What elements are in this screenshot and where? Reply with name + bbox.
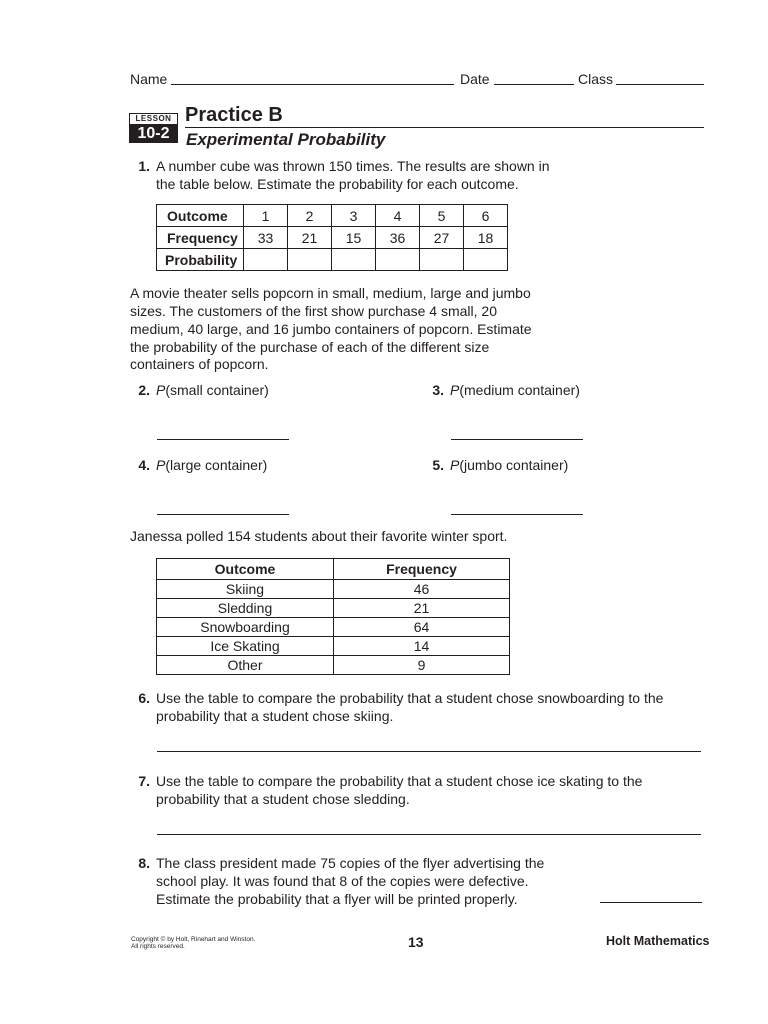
sport-outcome-cell: Ice Skating (157, 637, 334, 656)
q5-text (450, 456, 568, 474)
outcome-cell: 2 (288, 205, 332, 227)
q4-answer-line[interactable] (157, 514, 289, 515)
q3-answer-line[interactable] (451, 439, 583, 440)
sport-frequency-cell: 64 (334, 618, 510, 637)
outcome-cell: 4 (376, 205, 420, 227)
popcorn-text-line: sizes. The customers of the first show purchase 4 small, 20 (130, 303, 498, 319)
q4-number: 4. (138, 457, 150, 473)
q1-number: 1. (138, 158, 150, 174)
q3-text (450, 381, 580, 399)
date-label: Date (460, 71, 490, 87)
page-subtitle: Experimental Probability (186, 130, 386, 149)
column-header-outcome: Outcome (157, 559, 334, 580)
frequency-cell: 15 (332, 227, 376, 249)
row-label-frequency: Frequency (157, 227, 244, 249)
q6-text-line2: probability that a student chose skiing. (156, 708, 394, 724)
q6-text-line1: Use the table to compare the probability that a student chose snowboarding to the (156, 690, 664, 706)
q7-text-line1: Use the table to compare the probability that a student chose ice skating to the (156, 773, 643, 789)
q7-number: 7. (138, 773, 150, 789)
sport-outcome-cell: Sledding (157, 599, 334, 618)
column-header-frequency: Frequency (334, 559, 510, 580)
table-row (157, 205, 508, 227)
winter-sport-table (156, 558, 510, 675)
outcome-cell: 5 (420, 205, 464, 227)
copyright-line1: Copyright © by Holt, Rinehart and Winston. (131, 936, 256, 943)
table-row (157, 618, 510, 637)
table-header-row (157, 559, 510, 580)
frequency-cell: 33 (244, 227, 288, 249)
q5-number: 5. (432, 457, 444, 473)
q6-answer-line[interactable] (157, 751, 701, 752)
popcorn-text-line: the probability of the purchase of each of the different size (130, 339, 490, 355)
date-field-line[interactable] (494, 84, 574, 85)
q8-answer-line[interactable] (600, 902, 702, 903)
table-row (157, 227, 508, 249)
sports-intro: Janessa polled 154 students about their favorite winter sport. (130, 528, 508, 544)
sport-frequency-cell: 46 (413, 581, 430, 597)
q5-label: (jumbo container) (459, 457, 569, 473)
sport-frequency-cell: 9 (334, 656, 510, 675)
table-row (157, 580, 510, 599)
sport-outcome-cell: Other (157, 656, 334, 675)
lesson-number: 10-2 (129, 124, 178, 143)
probability-symbol: P (450, 382, 460, 398)
row-label-outcome: Outcome (157, 205, 244, 227)
q4-text (156, 456, 267, 474)
frequency-cell: 21 (288, 227, 332, 249)
number-cube-table (156, 204, 508, 271)
q5-answer-line[interactable] (451, 514, 583, 515)
copyright-line2: All rights reserved. (131, 943, 185, 950)
probability-answer-cell[interactable] (376, 249, 420, 271)
name-field-line[interactable] (171, 84, 454, 85)
q2-answer-line[interactable] (157, 439, 289, 440)
name-label: Name (130, 71, 168, 87)
sport-outcome-cell: Skiing (157, 580, 334, 599)
q3-number: 3. (432, 382, 444, 398)
probability-answer-cell[interactable] (244, 249, 288, 271)
popcorn-text-line: medium, 40 large, and 16 jumbo containers of popcorn. Estimate (130, 321, 532, 337)
probability-symbol: P (450, 457, 460, 473)
probability-answer-cell[interactable] (332, 249, 376, 271)
q7-answer-line[interactable] (157, 834, 701, 835)
lesson-badge (129, 113, 178, 143)
table-row (157, 637, 510, 656)
q1-text-line2: the table below. Estimate the probability for each outcome. (156, 176, 519, 192)
popcorn-text-line: A movie theater sells popcorn in small, medium, large and jumbo (130, 285, 531, 301)
q4-label: (large container) (165, 457, 268, 473)
frequency-cell: 36 (376, 227, 420, 249)
sport-frequency-cell: 21 (334, 599, 510, 618)
page-number: 13 (408, 934, 424, 950)
q1-text-line1: A number cube was thrown 150 times. The results are shown in (156, 158, 550, 174)
probability-answer-cell[interactable] (288, 249, 332, 271)
class-field-line[interactable] (616, 84, 704, 85)
outcome-cell: 1 (244, 205, 288, 227)
popcorn-text-line: containers of popcorn. (130, 356, 269, 372)
probability-answer-cell[interactable] (420, 249, 464, 271)
q8-number: 8. (138, 855, 150, 871)
probability-answer-cell[interactable] (464, 249, 508, 271)
q3-label: (medium container) (459, 382, 580, 398)
q6-number: 6. (138, 690, 150, 706)
q8-text-line1: The class president made 75 copies of the flyer advertising the (156, 855, 545, 871)
q2-label: (small container) (165, 382, 269, 398)
table-row (157, 656, 510, 675)
frequency-cell: 27 (420, 227, 464, 249)
q7-text-line2: probability that a student chose sledding. (156, 791, 410, 807)
table-row (157, 599, 510, 618)
page-title: Practice B (185, 104, 283, 126)
probability-symbol: P (156, 457, 166, 473)
outcome-cell: 3 (332, 205, 376, 227)
publisher-brand: Holt Mathematics (606, 934, 710, 948)
table-row (157, 249, 508, 271)
q8-text-line2: school play. It was found that 8 of the copies were defective. (156, 873, 529, 889)
q2-number: 2. (138, 382, 150, 398)
class-label: Class (578, 71, 614, 87)
q2-text (156, 381, 269, 399)
frequency-cell: 18 (464, 227, 508, 249)
sport-outcome-cell: Snowboarding (157, 618, 334, 637)
outcome-cell: 6 (464, 205, 508, 227)
row-label-probability: Probability (157, 249, 244, 271)
probability-symbol: P (156, 382, 166, 398)
q8-text-line3: Estimate the probability that a flyer will be printed properly. (156, 891, 518, 907)
lesson-word: LESSON (129, 113, 178, 124)
sport-frequency-cell: 14 (334, 637, 510, 656)
title-divider (185, 127, 704, 128)
copyright-notice (131, 936, 255, 950)
